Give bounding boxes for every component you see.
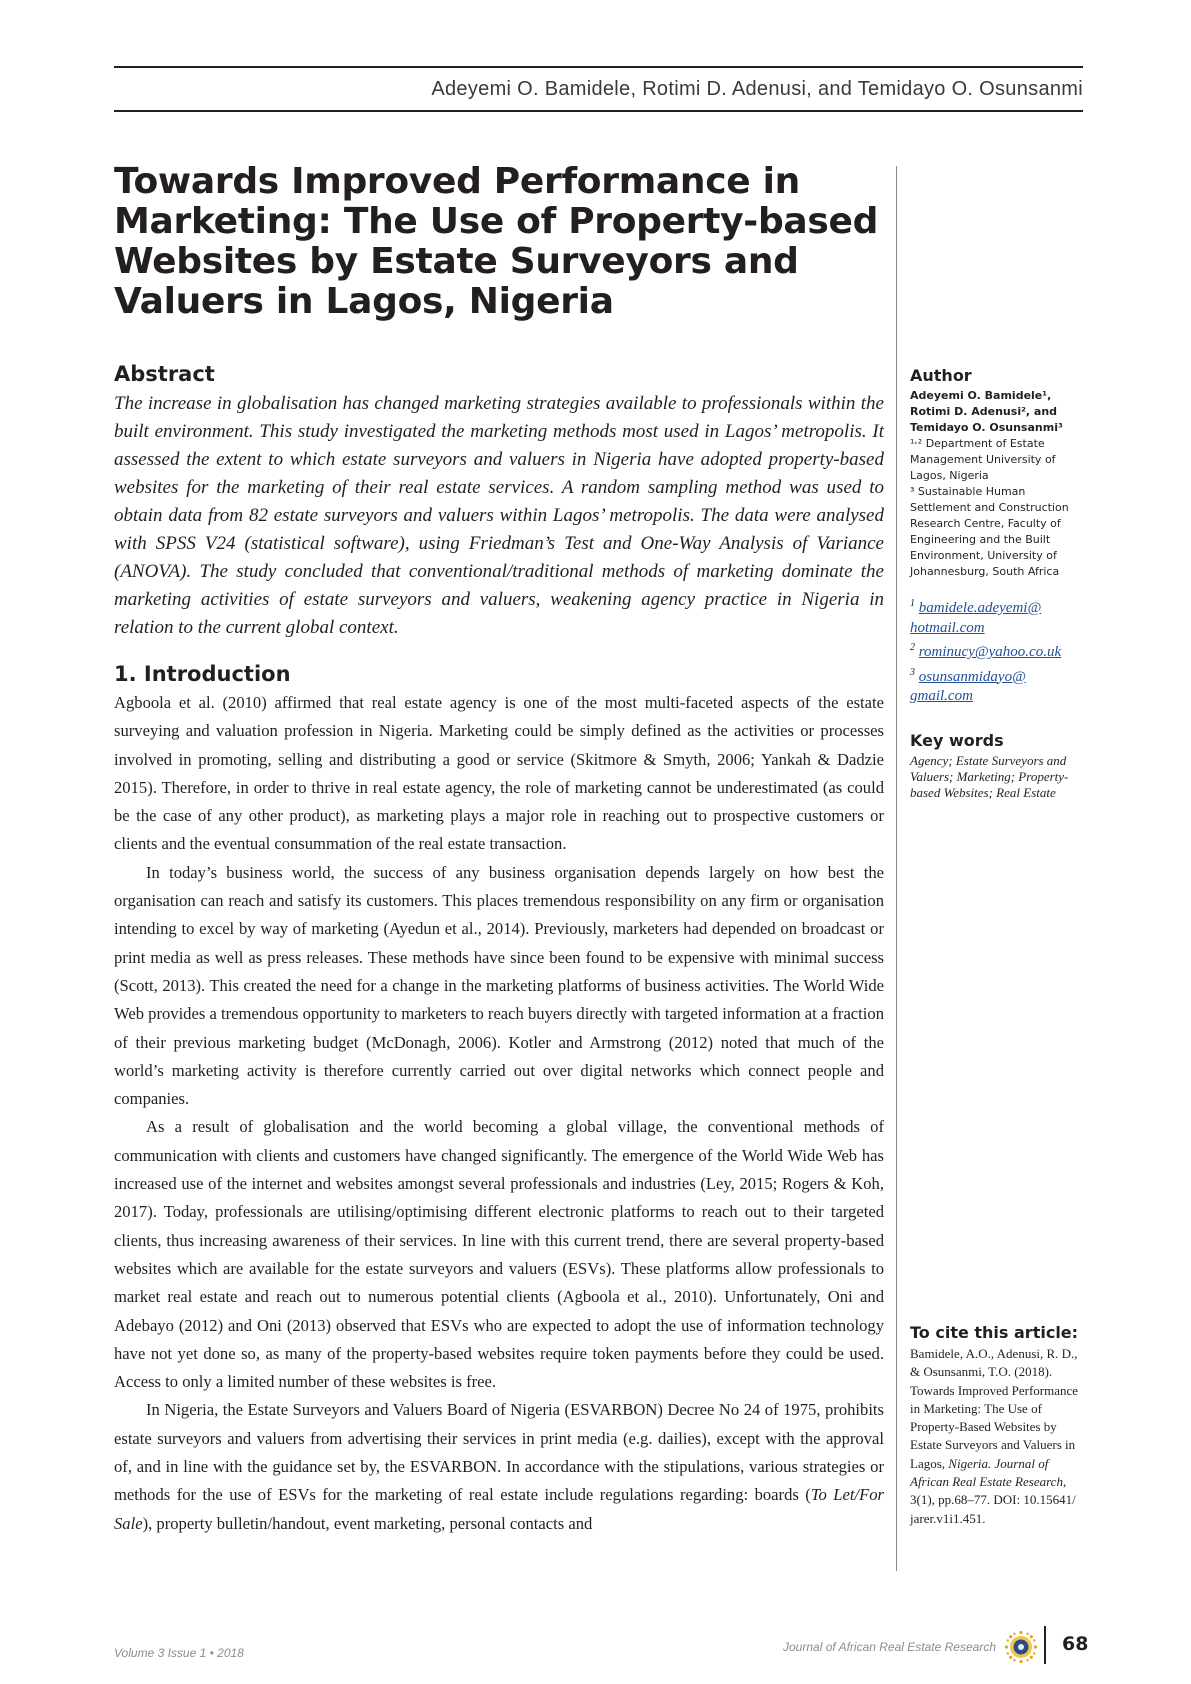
- intro-paragraph-4-text-b: ), property bulletin/handout, event marketing, personal contacts and: [142, 1513, 593, 1533]
- sidebar: [910, 366, 1082, 801]
- cite-text-b: , 3(1), pp.68–77. DOI: 10.15641/ jarer.v1i1.451.: [910, 1474, 1076, 1526]
- intro-paragraph-3: As a result of globalisation and the world becoming a global village, the conventional methods of communication with clients and customers have changed significantly. The emergence of the World Wide Web has increased use of the internet and websites amongst several professionals and industries (Ley, 2015; Rogers & Koh, 2017). Today, professionals are utilising/optimising different electronic platforms to reach out to their targeted clients, thus increasing awareness of their services. In line with this current trend, there are several property-based websites which are available for the estate surveyors and valuers (ESVs). These platforms allow professionals to market real estate and reach out to numerous potential clients (Agboola et al., 2010). Unfortunately, Oni and Adebayo (2012) and Oni (2013) observed that ESVs who are expected to adopt the use of information technology have not yet done so, as many of the property-based websites require token payments before they could be used. Access to only a limited number of these websites is free.: [114, 1117, 884, 1392]
- running-header-authors: Adeyemi O. Bamidele, Rotimi D. Adenusi, and Temidayo O. Osunsanmi: [431, 78, 1083, 100]
- email-item-3: [910, 663, 1082, 707]
- introduction-heading: 1. Introduction: [114, 662, 291, 686]
- author-names: Adeyemi O. Bamidele¹, Rotimi D. Adenusi², and Temidayo O. Osunsanmi³: [910, 389, 1063, 434]
- affiliation-2: ³ Sustainable Human Settlement and Construction Research Centre, Faculty of Engineering and the Built Environment, University of Johannesburg, South Africa: [910, 485, 1069, 578]
- intro-paragraph-4-text-a: In Nigeria, the Estate Surveyors and Valuers Board of Nigeria (ESVARBON) Decree No 24 of 1975, prohibits estate surveyors and valuers from advertising their services in print media (e.g. dailies), except with the approval of, and in line with the guidance set by, the ESVARBON. In accordance with the stipulations, various strategies or methods for the use of ESVs for the marketing of real estate include regulations regarding: boards (: [114, 1400, 884, 1505]
- email-number-3: 3: [910, 666, 915, 678]
- header-top-rule: [114, 66, 1083, 68]
- email-link-1[interactable]: bamidele.adeyemi@ hotmail.com: [910, 600, 1042, 636]
- affiliation-1: ¹˒² Department of Estate Management University of Lagos, Nigeria: [910, 437, 1056, 482]
- cite-heading: To cite this article:: [910, 1323, 1079, 1342]
- cite-text: [910, 1345, 1082, 1528]
- article-title: Towards Improved Performance in Marketing: The Use of Property-based Websites by Estate Surveyors and Valuers in Lagos, Nigeria: [114, 161, 879, 322]
- footer-journal-name: Journal of African Real Estate Research: [783, 1640, 996, 1654]
- header-bottom-rule: [114, 110, 1083, 112]
- email-item-1: [910, 594, 1082, 638]
- intro-paragraph-4-italic: To Let/For Sale: [114, 1485, 884, 1533]
- intro-paragraph-4: [114, 1396, 884, 1537]
- keywords-heading: Key words: [910, 730, 1004, 750]
- column-divider: [896, 166, 897, 1571]
- citation-box: [910, 1323, 1082, 1528]
- abstract-text: The increase in globalisation has changed marketing strategies available to professionals within the built environment. This study investigated the marketing methods most used in Lagos’ metropolis. It assessed the extent to which estate surveyors and valuers in Nigeria have adopted property-based websites for the marketing of their real estate services. A random sampling method was used to obtain data from 82 estate surveyors and valuers within Lagos’ metropolis. The data were analysed with SPSS V24 (statistical software), using Friedman’s Test and One-Way Analysis of Variance (ANOVA). The study concluded that conventional/traditional methods of marketing dominate the marketing activities of estate surveyors and valuers, weakening agency practice in Nigeria in relation to the current global context.: [114, 393, 884, 638]
- cite-journal: Nigeria. Journal of African Real Estate Research: [910, 1455, 1063, 1490]
- email-number-1: 1: [910, 598, 915, 609]
- main-column: [114, 362, 884, 1538]
- footer-issue: Volume 3 Issue 1 • 2018: [114, 1646, 244, 1660]
- author-emails: [910, 594, 1082, 707]
- cite-text-a: Bamidele, A.O., Adenusi, R. D., & Osunsanmi, T.O. (2018). Towards Improved Performance in Marketing: The Use of Property-Based Websites by Estate Surveyors and Valuers in Lagos,: [910, 1346, 1079, 1471]
- intro-paragraph-1: Agboola et al. (2010) affirmed that real estate agency is one of the most multi-faceted aspects of the estate surveying and valuation profession in Nigeria. Marketing could be simply defined as the activities or processes involved in promoting, selling and distributing a good or service (Skitmore & Smyth, 2006; Yankah & Dadzie 2015). Therefore, in order to thrive in real estate agency, the role of marketing cannot be underestimated (as could be the case of any other product), as marketing plays a major role in reaching out to prospective customers or clients and the eventual consummation of the real estate transaction.: [114, 693, 884, 854]
- footer-divider: [1044, 1626, 1046, 1664]
- email-number-2: 2: [910, 642, 915, 653]
- email-item-2: [910, 638, 1082, 663]
- journal-logo-icon: [1004, 1630, 1038, 1664]
- author-heading: Author: [910, 366, 972, 385]
- abstract-heading: Abstract: [114, 362, 215, 386]
- email-link-2[interactable]: rominucy@yahoo.co.uk: [918, 644, 1062, 660]
- intro-paragraph-2: In today’s business world, the success of any business organisation depends largely on how best the organisation can reach and satisfy its customers. This places tremendous responsibility on any firm or organisation intending to excel by way of marketing (Ayedun et al., 2014). Previously, marketers had depended on broadcast or print media as well as press releases. These methods have since been found to be expensive with minimal success (Scott, 2013). This created the need for a change in the marketing platforms of business activities. The World Wide Web provides a tremendous opportunity to marketers to reach buyers directly with targeted information at a fraction of their previous marketing budget (McDonagh, 2006). Kotler and Armstrong (2012) noted that much of the world’s marketing activity is therefore currently carried out over digital networks which connect people and companies.: [114, 862, 884, 1109]
- page-number: 68: [1062, 1633, 1089, 1655]
- keywords-text: Agency; Estate Surveyors and Valuers; Marketing; Property-based Websites; Real Estate: [910, 752, 1069, 800]
- email-link-3[interactable]: osunsanmidayo@ gmail.com: [910, 668, 1026, 704]
